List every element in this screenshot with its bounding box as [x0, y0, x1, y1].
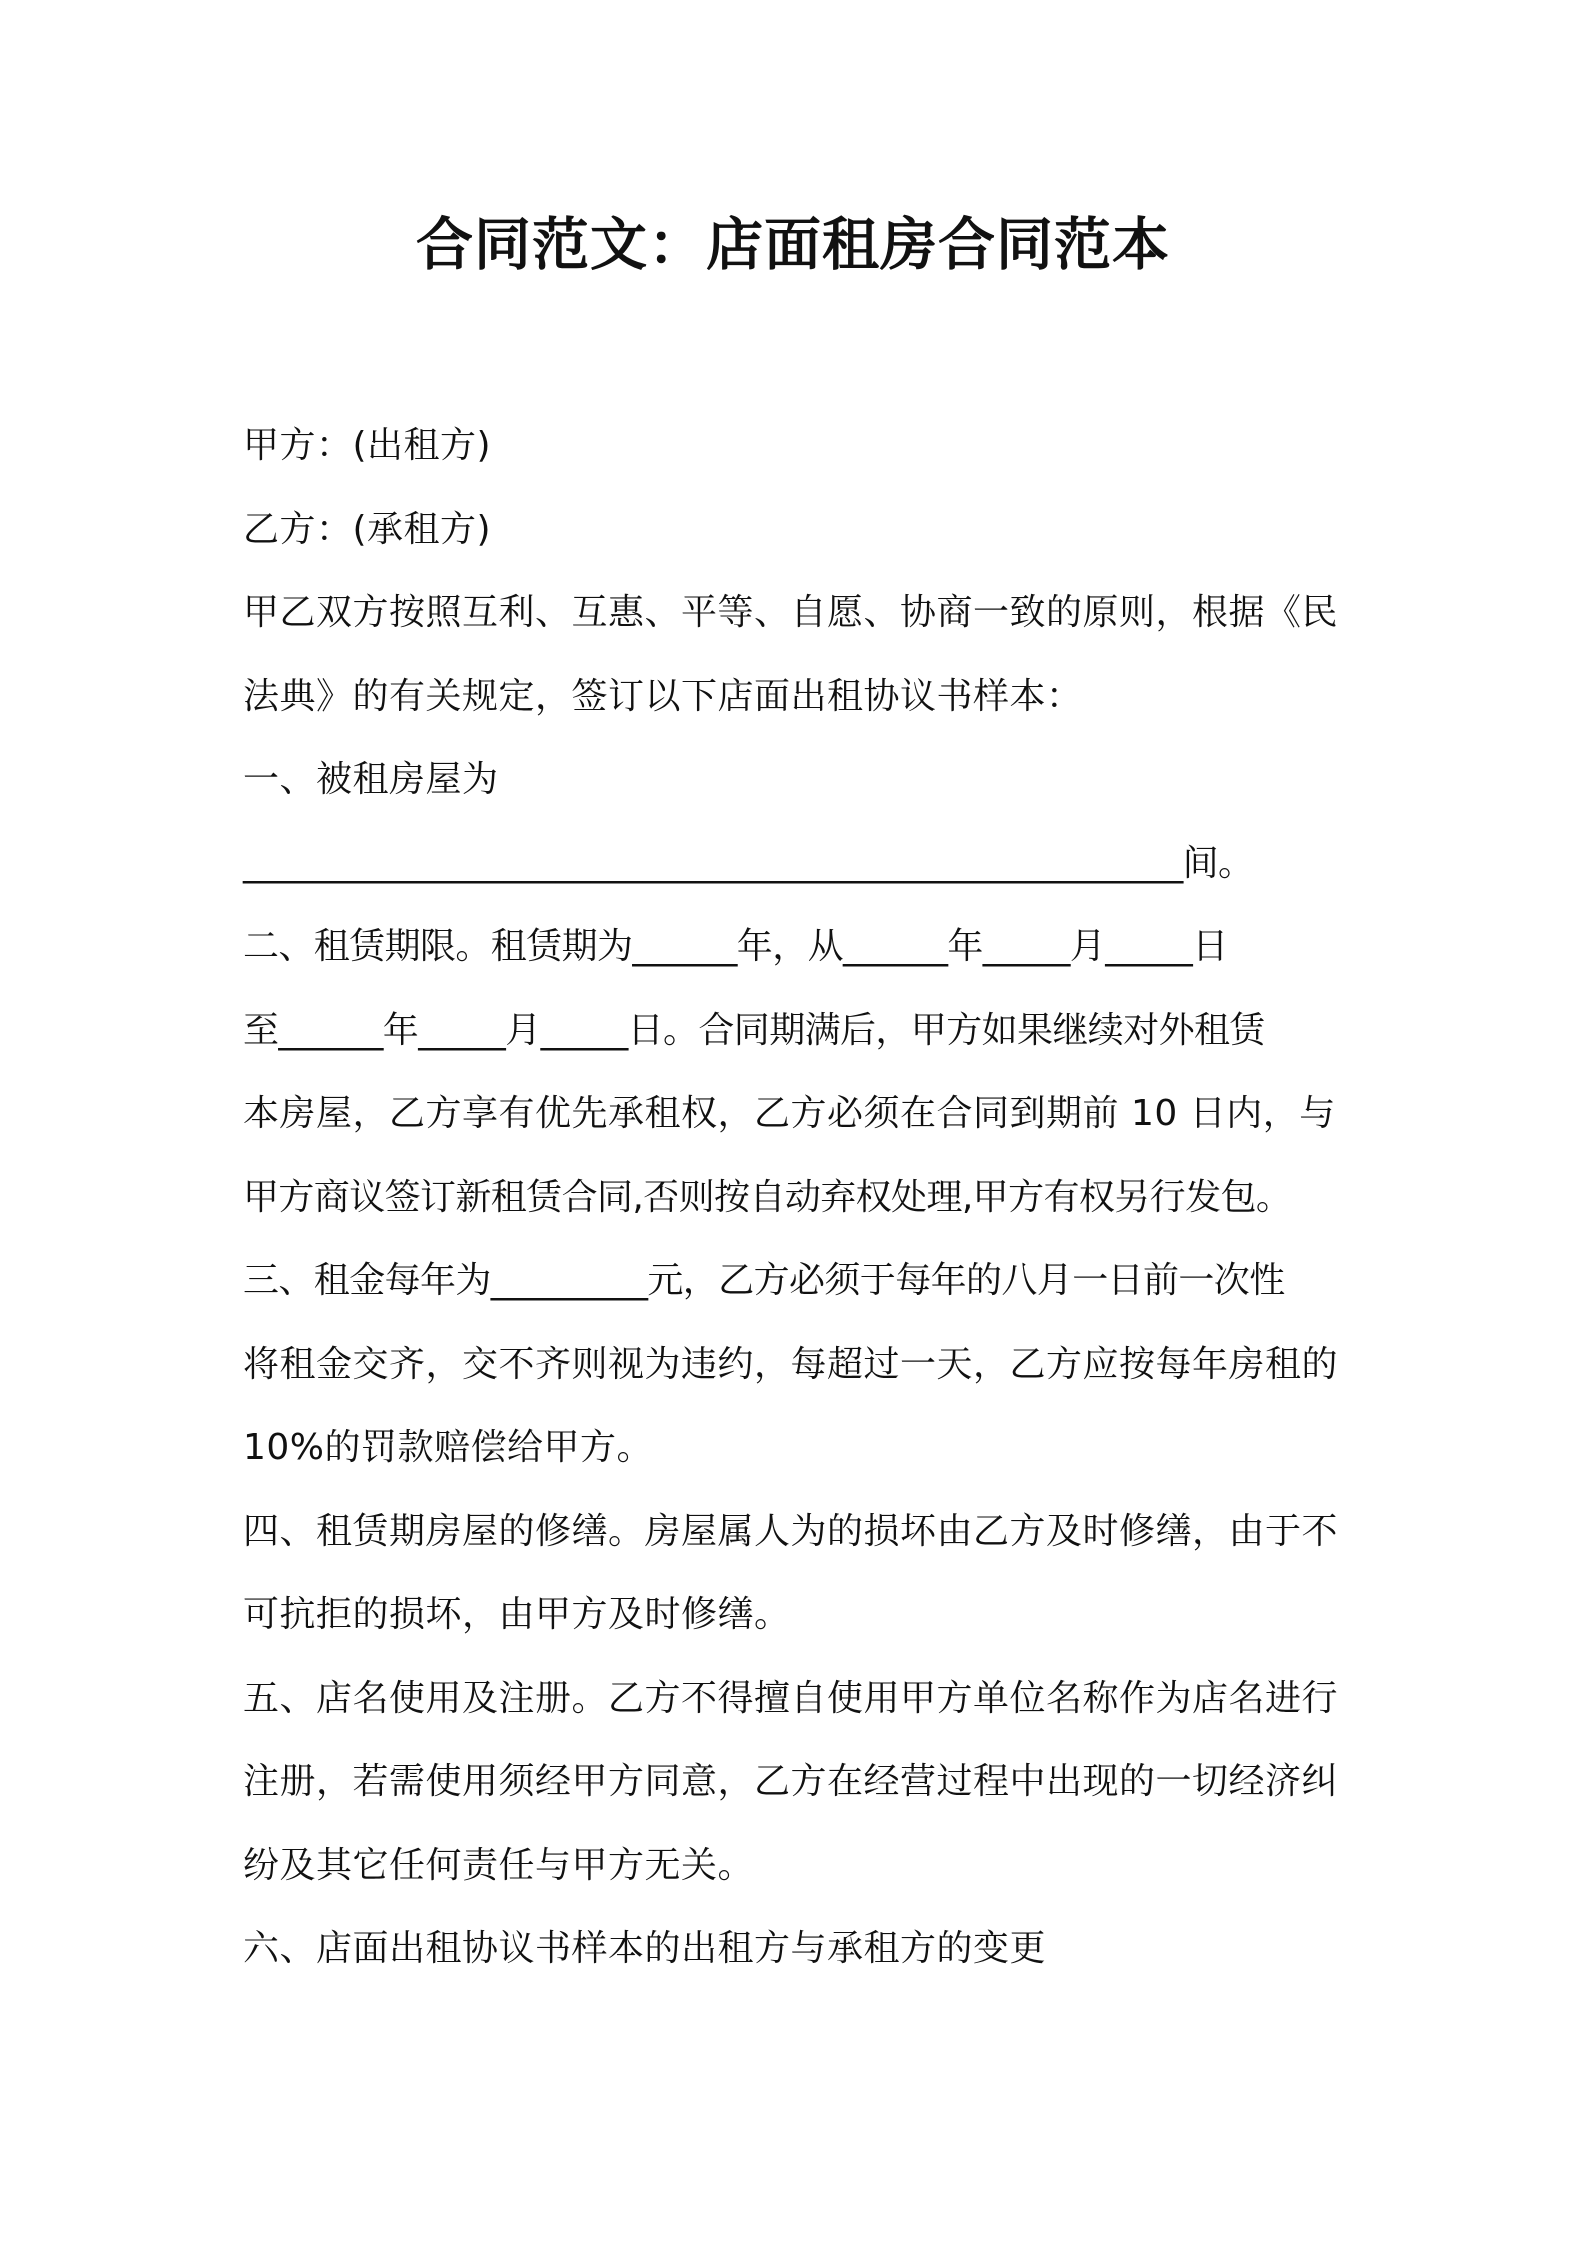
clause-3-line-1: 三、租金每年为_________元，乙方必须于每年的八月一日前一次性 — [243, 1260, 1285, 1301]
clause-4-line-1: 四、租赁期房屋的修缮。房屋属人为的损坏由乙方及时修缮，由于不 — [243, 1510, 1339, 1552]
clause-3-line-3: 10%的罚款赔偿给甲方。 — [243, 1427, 654, 1468]
clause-1-heading: 一、被租房屋为 — [243, 759, 499, 800]
document-title: 合同范文：店面租房合同范本 — [416, 212, 1170, 278]
clause-5-line-1: 五、店名使用及注册。乙方不得擅自使用甲方单位名称作为店名进行 — [243, 1677, 1339, 1719]
clause-1-blank-line: ______________________________________________________间。 — [243, 842, 1254, 884]
clause-2-line-1: 二、租赁期限。租赁期为______年，从______年_____月_____日 — [243, 926, 1228, 967]
clause-5-line-3: 纷及其它任何责任与甲方无关。 — [243, 1844, 755, 1886]
document-body — [243, 404, 1363, 1991]
preamble-line-1: 甲乙双方按照互利、互惠、平等、自愿、协商一致的原则，根据《民 — [243, 592, 1339, 633]
party-a-line: 甲方：(出租方) — [243, 425, 492, 466]
clause-2-line-3: 本房屋，乙方享有优先承租权，乙方必须在合同到期前 10 日内，与 — [243, 1093, 1336, 1134]
clause-5-line-2: 注册，若需使用须经甲方同意，乙方在经营过程中出现的一切经济纠 — [243, 1761, 1339, 1802]
clause-2-line-2: 至______年_____月_____日。合同期满后，甲方如果继续对外租赁 — [243, 1009, 1265, 1051]
clause-6-heading: 六、店面出租协议书样本的出租方与承租方的变更 — [243, 1928, 1047, 1969]
clause-3-line-2: 将租金交齐，交不齐则视为违约，每超过一天，乙方应按每年房租的 — [243, 1343, 1339, 1385]
clause-4-line-2: 可抗拒的损坏，由甲方及时修缮。 — [243, 1594, 791, 1635]
preamble-line-2: 法典》的有关规定，签订以下店面出租协议书样本： — [243, 675, 1083, 717]
clause-2-line-4: 甲方商议签订新租赁合同,否则按自动弃权处理,甲方有权另行发包。 — [243, 1176, 1292, 1218]
party-b-line: 乙方：(承租方) — [243, 508, 492, 550]
